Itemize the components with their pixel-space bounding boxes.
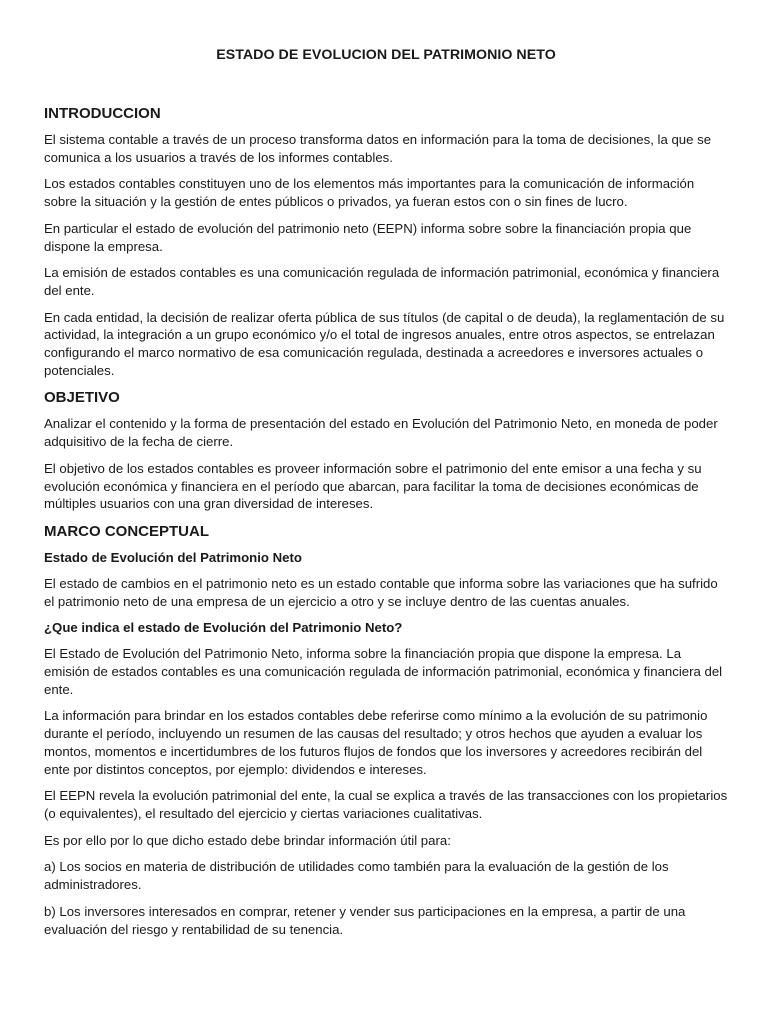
paragraph: El Estado de Evolución del Patrimonio Neto, informa sobre la financiación propia que dispone la empresa. La emisión de estados contables es una comunicación regulada de información patrimonial, económica y financiera del ente. (44, 646, 723, 697)
paragraph: La emisión de estados contables es una comunicación regulada de información patrimonial, económica y financiera del ente. (44, 265, 720, 298)
paragraph: Analizar el contenido y la forma de presentación del estado en Evolución del Patrimonio Neto, en moneda de poder adquisitivo de la fecha de cierre. (44, 416, 718, 450)
list-item: a) Los socios en materia de distribución de utilidades como también para la evaluación de la gestión de los administradores. (44, 859, 669, 893)
document-title: ESTADO DE EVOLUCION DEL PATRIMONIO NETO (216, 47, 556, 63)
section-introduccion (44, 104, 728, 379)
paragraph: El sistema contable a través de un proceso transforma datos en información para la toma de decisiones, la que se comunica a los usuarios a través de los informes contables. (44, 132, 712, 165)
document-body (44, 104, 728, 947)
paragraph: Los estados contables constituyen uno de los elementos más importantes para la comunicación de información sobre la situación y la gestión de entes públicos o privados, ya fueran estos con o sin fines de lucro. (44, 176, 695, 210)
paragraph: Es por ello por lo que dicho estado debe brindar información útil para: (44, 832, 451, 848)
heading-objetivo: OBJETIVO (44, 389, 120, 407)
paragraph: El EEPN revela la evolución patrimonial del ente, la cual se explica a través de las transacciones con los propietarios (o equivalentes), el resultado del ejercicio y ciertas variaciones cualitativas. (44, 788, 728, 821)
subheading-que-indica: ¿Que indica el estado de Evolución del Patrimonio Neto? (44, 620, 403, 636)
section-marco-conceptual (44, 522, 728, 938)
list-item: b) Los inversores interesados en comprar, retener y vender sus participaciones en la empresa, a partir de una evaluación del riesgo y rentabilidad de su tenencia. (44, 903, 686, 937)
paragraph: El estado de cambios en el patrimonio neto es un estado contable que informa sobre las variaciones que ha sufrido el patrimonio neto de una empresa de un ejercicio a otro y se incluye dentro de las cuentas anuales. (44, 575, 718, 609)
paragraph: En cada entidad, la decisión de realizar oferta pública de sus títulos (de capital o de deuda), la reglamentación de su actividad, la integración a un grupo económico y/o el total de ingresos anuales, entre otros aspectos, se entrelazan configurando el marco normativo de esa comunicación regulada, destinada a acreedores e inversores actuales o potenciales. (44, 309, 725, 378)
heading-marco-conceptual: MARCO CONCEPTUAL (44, 522, 209, 540)
paragraph: El objetivo de los estados contables es proveer información sobre el patrimonio del ente emisor a una fecha y su evolución económica y financiera en el período que abarcan, para facilitar la toma de decisiones económicas de múltiples usuarios con una gran diversidad de intereses. (44, 460, 702, 512)
paragraph: En particular el estado de evolución del patrimonio neto (EEPN) informa sobre sobre la financiación propia que dispone la empresa. (44, 220, 692, 254)
section-objetivo (44, 388, 728, 513)
heading-introduccion: INTRODUCCION (44, 105, 161, 122)
subheading-eepn: Estado de Evolución del Patrimonio Neto (44, 549, 302, 565)
paragraph: La información para brindar en los estados contables debe referirse como mínimo a la evolución de su patrimonio durante el período, incluyendo un resumen de las causas del resultado; y otros hechos que ayuden a evaluar los montos, momentos e incertidumbres de los futuros flujos de fondos que los inversores y acreedores recibirán del ente por distintos conceptos, por ejemplo: dividendos e intereses. (44, 708, 708, 777)
